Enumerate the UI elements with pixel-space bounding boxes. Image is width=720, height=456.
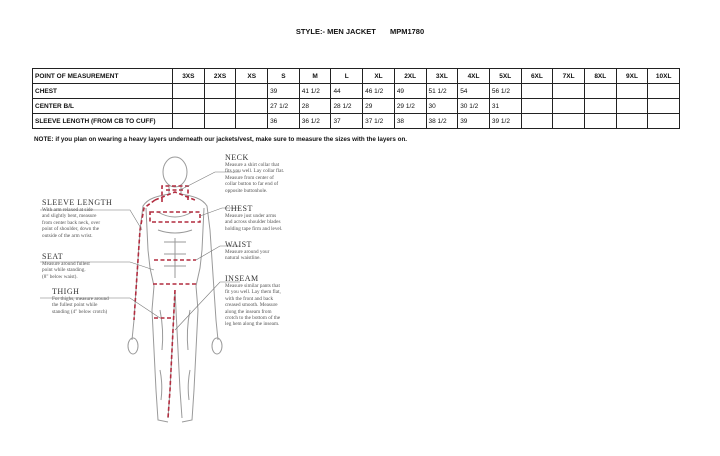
table-header-row	[33, 69, 680, 84]
table-row-center-bl	[33, 99, 680, 114]
table-cell: 37 1/2	[363, 114, 395, 129]
style-code: MPM1780	[389, 27, 425, 36]
measurement-guide	[30, 150, 330, 445]
row-label: SLEEVE LENGTH (FROM CB TO CUFF)	[33, 114, 173, 129]
table-cell	[553, 99, 585, 114]
inseam-line: fit you well. Lay them flat,	[225, 289, 281, 296]
size-header: XL	[363, 69, 395, 84]
waist-line: natural waistline.	[225, 255, 261, 262]
size-chart-table	[32, 68, 680, 129]
style-label: STYLE:- MEN JACKET	[295, 27, 376, 36]
inseam-line: leg hem along the inseam.	[225, 321, 280, 328]
inseam-line: Measure similar pants that	[225, 283, 280, 289]
table-cell	[584, 99, 616, 114]
table-cell	[648, 99, 680, 114]
inseam-line: crotch to the bottom of the	[225, 315, 281, 322]
table-cell	[521, 114, 553, 129]
neck-line: Measure from center of	[225, 174, 274, 181]
inseam-instructions	[225, 274, 335, 328]
inseam-title: INSEAM	[225, 274, 259, 283]
thigh-line: standing (4" below crotch)	[52, 308, 108, 315]
table-cell: 36	[268, 114, 300, 129]
table-cell: 27 1/2	[268, 99, 300, 114]
layering-note: NOTE: if you plan on wearing a heavy layers underneath our jackets/vest, make sure to measure the sizes with the layers on.	[34, 136, 408, 143]
table-cell: 51 1/2	[426, 84, 458, 99]
table-cell: 44	[331, 84, 363, 99]
size-header: 5XL	[489, 69, 521, 84]
table-cell	[236, 114, 268, 129]
sleeve-length-instructions	[42, 198, 137, 239]
thigh-line: the fullest point while	[52, 302, 98, 309]
size-header: 4XL	[458, 69, 490, 84]
inseam-line: with the front and back	[225, 295, 274, 302]
table-cell	[236, 99, 268, 114]
table-cell	[236, 84, 268, 99]
neck-line: collar button to far end of	[225, 181, 279, 188]
neck-line: opposite buttonhole.	[225, 187, 268, 194]
style-header	[0, 27, 720, 36]
neck-title: NECK	[225, 153, 249, 162]
seat-line: (8" below waist).	[42, 273, 78, 280]
neck-line: Measure a shirt collar that	[225, 162, 280, 168]
table-cell: 39	[268, 84, 300, 99]
table-cell	[204, 84, 236, 99]
table-cell	[521, 84, 553, 99]
size-header: M	[299, 69, 331, 84]
chest-line: and across shoulder blades	[225, 219, 281, 226]
table-cell	[173, 99, 205, 114]
neck-instructions	[225, 153, 335, 194]
table-cell	[584, 84, 616, 99]
sleeve-line: from center back neck, over	[42, 219, 101, 226]
chest-title: CHEST	[225, 204, 253, 213]
table-row-sleeve-length	[33, 114, 680, 129]
size-header: 2XL	[394, 69, 426, 84]
point-of-measurement-header: POINT OF MEASUREMENT	[33, 69, 173, 84]
table-row-chest	[33, 84, 680, 99]
table-cell	[204, 99, 236, 114]
table-cell	[584, 114, 616, 129]
chest-line: Measure just under arms	[225, 213, 277, 219]
table-cell: 56 1/2	[489, 84, 521, 99]
size-header: S	[268, 69, 300, 84]
table-cell: 41 1/2	[299, 84, 331, 99]
table-cell: 36 1/2	[299, 114, 331, 129]
table-cell: 30 1/2	[458, 99, 490, 114]
waist-instructions	[225, 240, 335, 262]
table-cell: 54	[458, 84, 490, 99]
seat-line: point while standing.	[42, 267, 86, 274]
sleeve-line: point of shoulder, down the	[42, 226, 99, 233]
table-cell	[648, 84, 680, 99]
table-cell: 37	[331, 114, 363, 129]
inseam-line: along the inseam from	[225, 308, 272, 315]
sleeve-line: outside of the arm wrist.	[42, 232, 93, 239]
table-cell: 38	[394, 114, 426, 129]
row-label: CHEST	[33, 84, 173, 99]
table-cell: 31	[489, 99, 521, 114]
size-header: L	[331, 69, 363, 84]
sleeve-line: With arm relaxed at side	[42, 207, 93, 213]
size-header: 6XL	[521, 69, 553, 84]
table-cell: 28 1/2	[331, 99, 363, 114]
thigh-title: THIGH	[52, 287, 80, 296]
sleeve-length-title: SLEEVE LENGTH	[42, 198, 113, 207]
table-cell: 30	[426, 99, 458, 114]
table-cell: 29 1/2	[394, 99, 426, 114]
thigh-instructions	[52, 287, 147, 315]
table-cell	[553, 84, 585, 99]
neck-line: fits you well. Lay collar flat.	[225, 168, 285, 175]
size-header: 3XL	[426, 69, 458, 84]
row-label: CENTER B/L	[33, 99, 173, 114]
size-header: 3XS	[173, 69, 205, 84]
size-header: 8XL	[584, 69, 616, 84]
table-cell: 46 1/2	[363, 84, 395, 99]
table-cell	[553, 114, 585, 129]
table-cell	[616, 99, 648, 114]
table-cell: 38 1/2	[426, 114, 458, 129]
table-cell: 28	[299, 99, 331, 114]
table-cell	[204, 114, 236, 129]
size-header: XS	[236, 69, 268, 84]
table-cell: 39	[458, 114, 490, 129]
size-header: 2XS	[204, 69, 236, 84]
seat-instructions	[42, 252, 137, 280]
table-cell	[648, 114, 680, 129]
table-cell	[616, 114, 648, 129]
table-cell	[173, 84, 205, 99]
size-header: 7XL	[553, 69, 585, 84]
chest-line: holding tape firm and level.	[225, 225, 283, 232]
table-cell	[521, 99, 553, 114]
table-cell: 49	[394, 84, 426, 99]
table-cell: 39 1/2	[489, 114, 521, 129]
size-header: 9XL	[616, 69, 648, 84]
seat-title: SEAT	[42, 252, 64, 261]
thigh-line: For thighs, measure around	[52, 296, 109, 302]
table-cell	[616, 84, 648, 99]
sleeve-line: and slightly bent, measure	[42, 213, 97, 220]
chest-instructions	[225, 204, 335, 232]
seat-line: Measure around fullest	[42, 261, 90, 267]
size-header: 10XL	[648, 69, 680, 84]
table-cell	[173, 114, 205, 129]
inseam-line: creased smooth. Measure	[225, 302, 278, 309]
waist-title: WAIST	[225, 240, 252, 249]
table-cell: 29	[363, 99, 395, 114]
waist-line: Measure around your	[225, 249, 270, 255]
